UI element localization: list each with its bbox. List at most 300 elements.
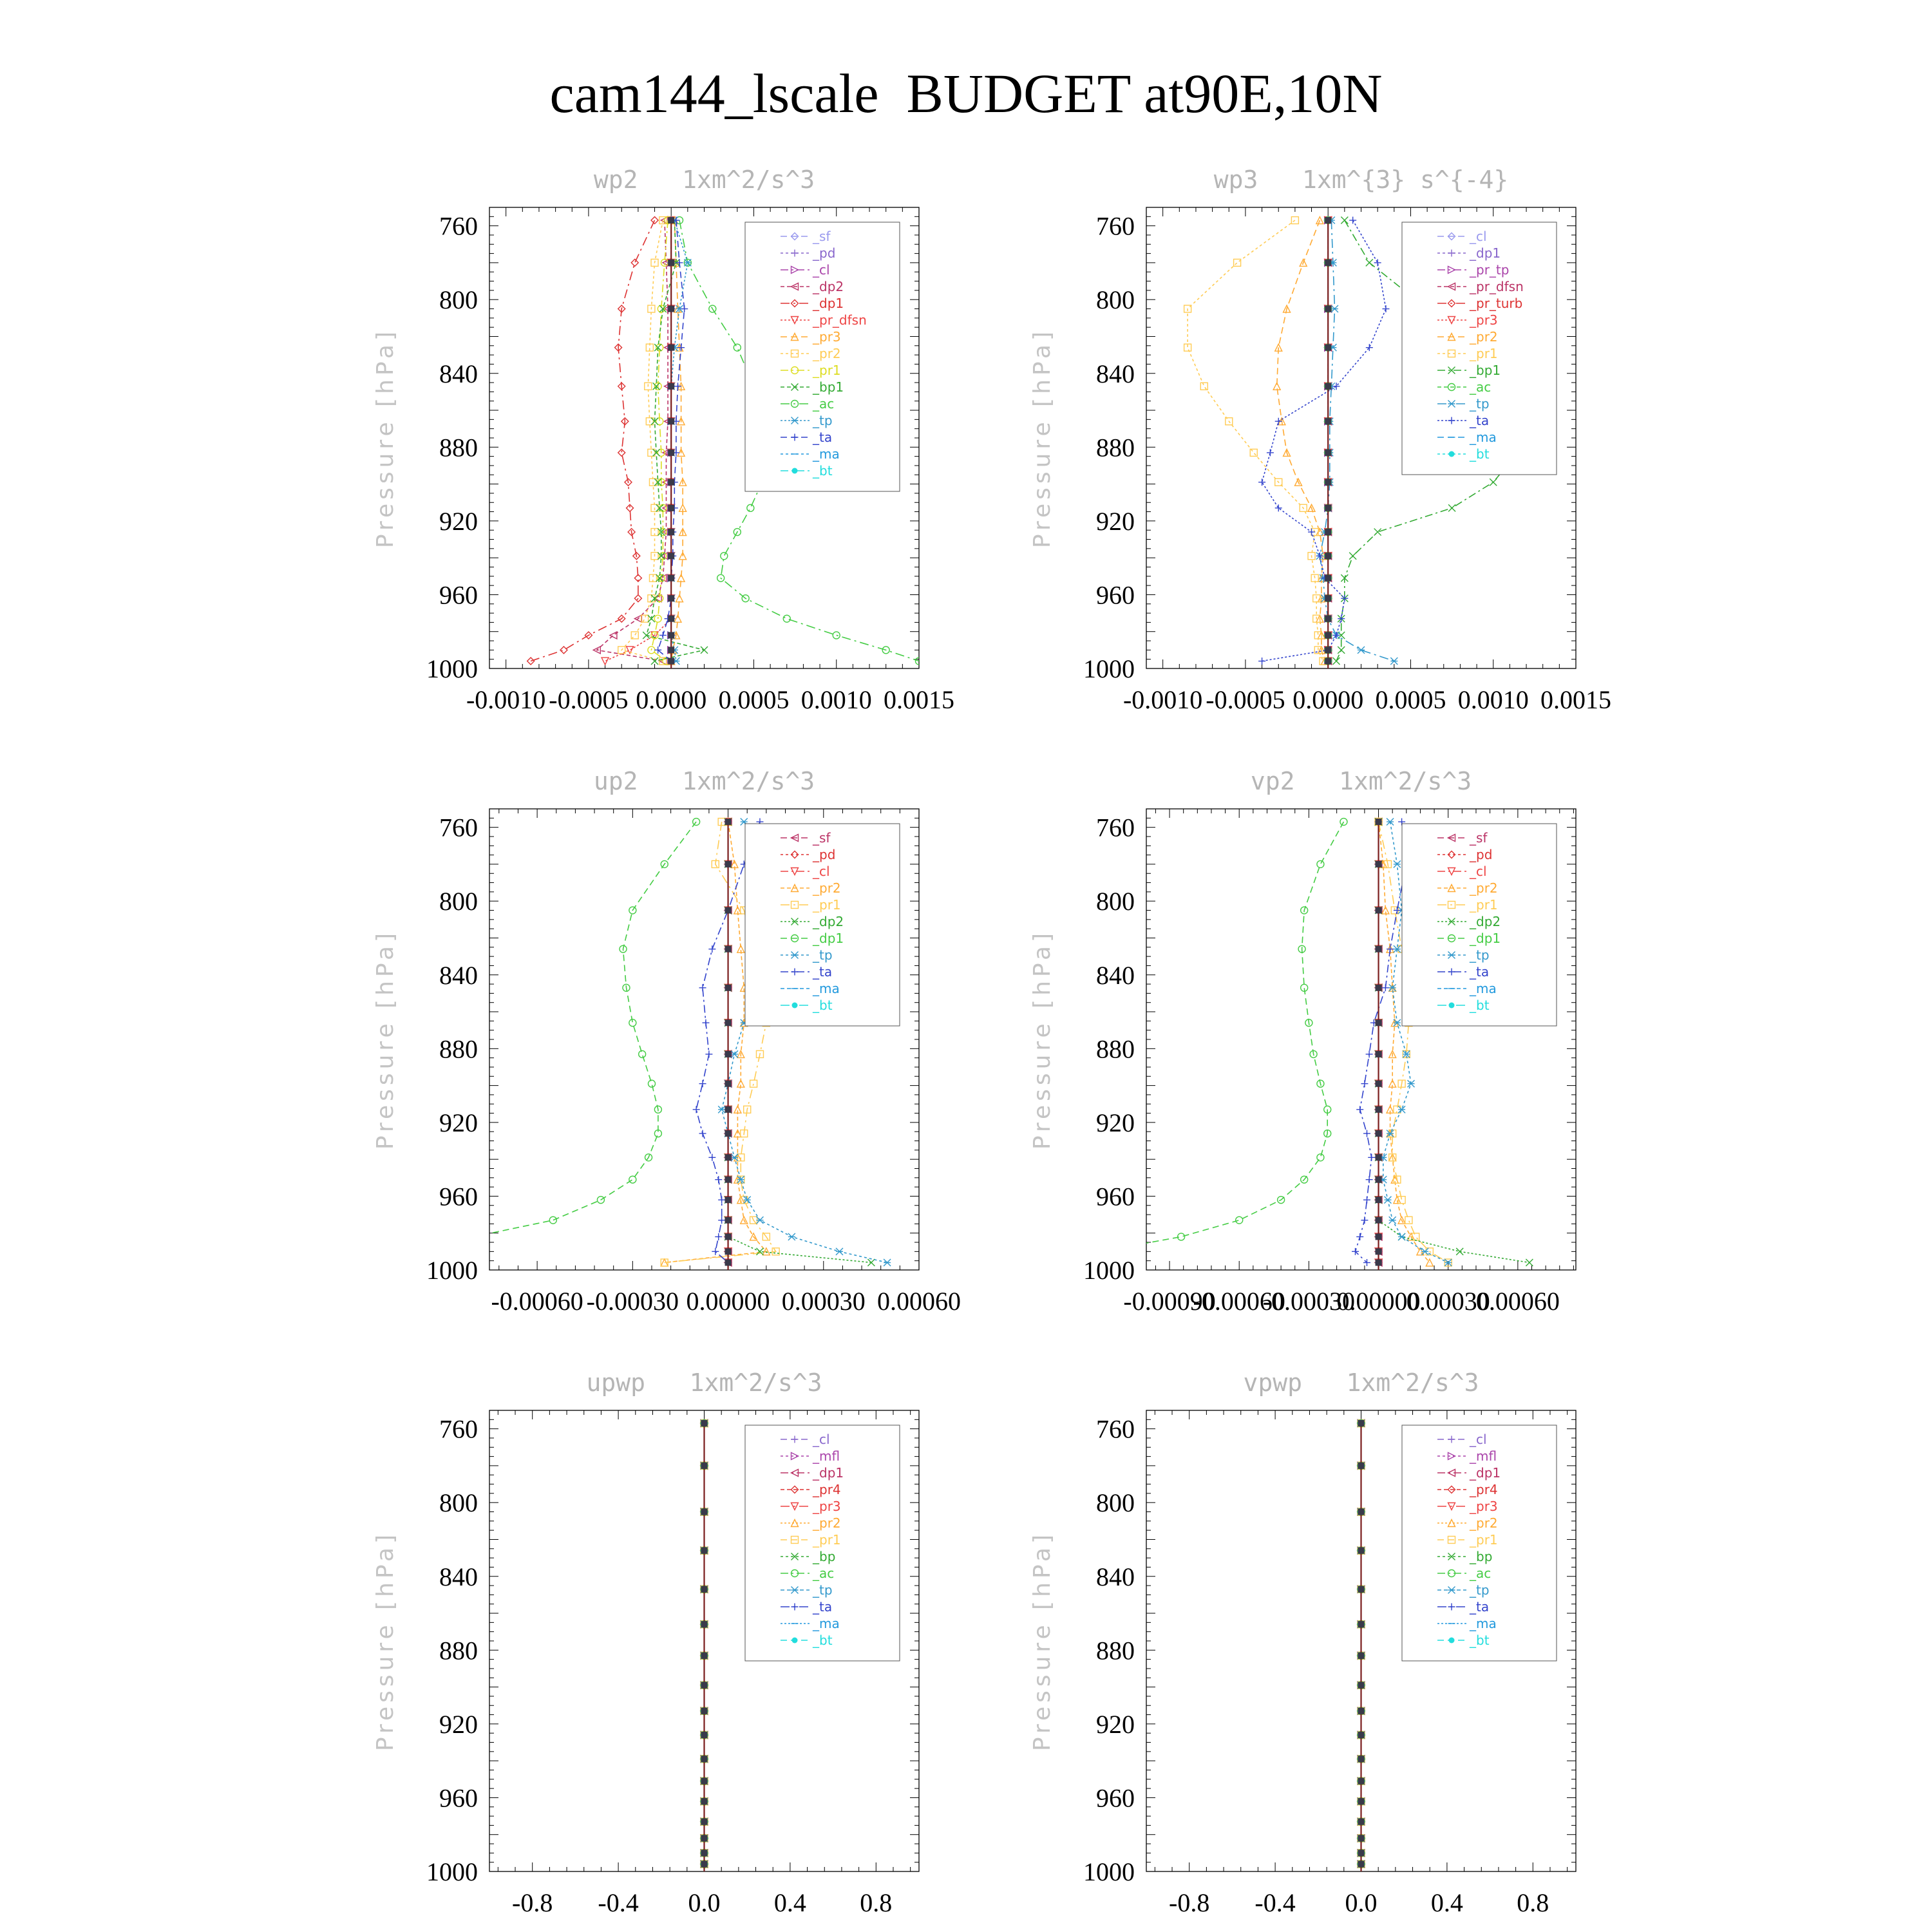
zero-profile-marker <box>668 418 674 424</box>
data-point-11 <box>629 1176 636 1183</box>
legend-label: _bp1 <box>1470 363 1501 378</box>
data-point-5 <box>702 1019 709 1027</box>
zero-profile-marker <box>725 1197 732 1203</box>
data-point-16 <box>1258 658 1265 665</box>
y-axis-label: Pressure [hPa] <box>1029 327 1056 549</box>
zero-profile-marker <box>701 1850 708 1856</box>
y-axis-label: Pressure [hPa] <box>372 327 399 549</box>
zero-profile-marker <box>668 505 674 511</box>
data-point-15 <box>1338 647 1345 654</box>
data-point-15 <box>343 1248 350 1255</box>
series-line <box>1188 220 1323 661</box>
data-point-8 <box>1356 1106 1363 1113</box>
data-point-13 <box>718 1217 725 1224</box>
series-line <box>597 220 668 661</box>
y-tick-label: 840 <box>439 960 478 990</box>
zero-profile-marker <box>725 946 732 952</box>
data-point-16 <box>1333 658 1340 665</box>
y-tick-label: 920 <box>1096 1709 1135 1739</box>
data-point-9 <box>699 1130 706 1137</box>
y-tick-label: 1000 <box>426 1256 478 1285</box>
legend-label: _dp1 <box>813 931 844 946</box>
legend-label: _pr2 <box>1470 1515 1498 1531</box>
x-tick-label: 0.0015 <box>1540 685 1611 714</box>
zero-profile-marker <box>1376 1106 1382 1113</box>
zero-profile-marker <box>1325 647 1331 653</box>
legend-label: _ta <box>1470 1599 1490 1615</box>
y-tick-label: 960 <box>1096 1182 1135 1211</box>
legend-label: _mfl <box>813 1448 840 1464</box>
chart-panel-1 <box>372 166 954 714</box>
legend-label: _pr3 <box>813 1499 841 1514</box>
y-tick-label: 760 <box>439 1414 478 1444</box>
data-point-14 <box>1356 1233 1363 1240</box>
panel-title: up2 1xm^2/s^3 <box>593 767 815 795</box>
y-tick-label: 800 <box>1096 1488 1135 1518</box>
series-line <box>531 220 654 661</box>
zero-profile-marker <box>725 1248 732 1255</box>
zero-profile-marker <box>668 616 674 622</box>
legend-label: _pr2 <box>813 1515 841 1531</box>
y-tick-label: 960 <box>439 1783 478 1813</box>
legend-label: _ac <box>1470 379 1492 395</box>
legend-label: _bt <box>813 998 833 1013</box>
legend-label: _cl <box>813 1432 830 1447</box>
data-point-9 <box>1363 1130 1370 1137</box>
y-tick-label: 760 <box>1096 813 1135 842</box>
legend-label: _pr1 <box>813 363 841 378</box>
data-point-15 <box>1421 1248 1428 1255</box>
legend-label: _ac <box>813 1566 835 1581</box>
legend-label: _pr2 <box>1470 880 1498 896</box>
data-point-16 <box>867 1259 875 1266</box>
data-point-10 <box>1349 553 1356 560</box>
y-tick-label: 800 <box>1096 285 1135 315</box>
zero-profile-marker <box>668 217 674 223</box>
data-point-8 <box>747 504 754 511</box>
x-tick-label: 0.00030 <box>1406 1287 1490 1316</box>
zero-profile-marker <box>1325 418 1331 424</box>
y-tick-label: 880 <box>439 1034 478 1064</box>
data-point-14 <box>643 632 650 639</box>
legend-label: _pd <box>813 847 836 862</box>
zero-profile-marker <box>668 658 674 665</box>
legend-label: _pr_tp <box>1470 262 1510 278</box>
y-tick-label: 800 <box>439 285 478 315</box>
y-tick-label: 800 <box>439 1488 478 1518</box>
panel-title: wp2 1xm^2/s^3 <box>593 166 815 194</box>
data-point-1 <box>1317 860 1324 867</box>
legend-label: _pr_dfsn <box>1470 279 1524 294</box>
y-tick-label: 1000 <box>1083 1857 1135 1886</box>
zero-profile-marker <box>1325 529 1331 535</box>
zero-profile-marker <box>725 1233 732 1240</box>
data-point-1 <box>1394 860 1401 867</box>
legend-label: _dp2 <box>813 279 844 294</box>
zero-profile-marker <box>701 1778 708 1785</box>
data-point-1 <box>1366 259 1373 266</box>
legend-label: _pr1 <box>813 1532 841 1548</box>
data-point-16 <box>957 1259 964 1266</box>
series-bp1 <box>643 217 708 665</box>
zero-profile-marker <box>725 1217 732 1224</box>
x-tick-label: 0.00000 <box>1336 1287 1421 1316</box>
chart-panel-6 <box>1029 1368 1576 1917</box>
data-point-1 <box>1374 259 1381 266</box>
zero-profile-marker <box>1325 553 1331 559</box>
panel-title: upwp 1xm^2/s^3 <box>586 1368 822 1397</box>
zero-profile-marker <box>668 345 674 351</box>
x-tick-label: 0.00000 <box>686 1287 770 1316</box>
zero-profile-marker <box>668 529 674 535</box>
zero-profile-marker <box>725 1019 732 1026</box>
data-point-7 <box>750 1080 757 1087</box>
data-point-6 <box>1366 1050 1373 1057</box>
data-point-15 <box>1096 1248 1103 1255</box>
legend-label: _pr2 <box>813 880 841 896</box>
x-tick-label: 0.0000 <box>636 685 707 714</box>
data-point-14 <box>470 1233 477 1240</box>
data-point-6 <box>618 449 625 456</box>
series-dp1 <box>527 217 658 665</box>
zero-profile-marker <box>725 1130 732 1137</box>
zero-profile-marker <box>725 1260 732 1266</box>
legend-label: _cl <box>813 262 830 278</box>
zero-profile-marker <box>1376 1154 1382 1160</box>
data-point-10 <box>1317 1154 1324 1161</box>
legend-label: _pr4 <box>1470 1482 1498 1497</box>
legend-label: _cl <box>813 864 830 879</box>
x-tick-label: -0.00060 <box>491 1287 583 1316</box>
legend-label: _pr2 <box>1470 329 1498 345</box>
zero-profile-marker <box>668 260 674 266</box>
data-point-7 <box>1258 478 1265 486</box>
zero-profile-marker <box>701 1798 708 1804</box>
series-dp1 <box>957 819 1347 1266</box>
x-tick-label: -0.0010 <box>1122 685 1203 714</box>
data-point-16 <box>601 658 609 665</box>
zero-profile-marker <box>701 1548 708 1554</box>
data-point-8 <box>1398 1106 1405 1113</box>
x-tick-label: 0.0 <box>1345 1888 1378 1917</box>
x-tick-label: -0.4 <box>1255 1888 1296 1917</box>
legend-label: _ma <box>813 981 840 996</box>
data-point-15 <box>560 647 567 654</box>
zero-profile-marker <box>725 1154 732 1160</box>
zero-profile-marker <box>1358 1819 1365 1825</box>
y-tick-label: 1000 <box>426 1857 478 1886</box>
x-tick-label: 0.8 <box>1517 1888 1549 1917</box>
zero-profile-marker <box>701 1682 708 1689</box>
data-point-14 <box>788 1233 795 1240</box>
y-axis-label: Pressure [hPa] <box>1029 1530 1056 1752</box>
data-point-0 <box>792 1638 798 1643</box>
zero-profile-marker <box>1358 1756 1365 1762</box>
data-point-1 <box>631 259 638 266</box>
zero-profile-marker <box>1325 479 1331 486</box>
data-point-9 <box>1308 529 1315 536</box>
legend-label: _bt <box>813 463 833 478</box>
data-point-7 <box>1361 1080 1368 1087</box>
zero-profile-marker <box>701 1653 708 1659</box>
data-point-14 <box>659 632 667 639</box>
zero-profile-marker <box>1325 658 1331 665</box>
y-tick-label: 880 <box>1096 1636 1135 1665</box>
data-point-10 <box>721 553 728 560</box>
legend-label: _cl <box>1470 864 1487 879</box>
zero-profile-marker <box>1376 1217 1382 1224</box>
zero-profile-marker <box>701 1621 708 1627</box>
x-tick-label: -0.0005 <box>1206 685 1285 714</box>
data-point-6 <box>705 1050 712 1057</box>
legend-label: _tp <box>813 413 833 428</box>
zero-profile-marker <box>1376 1130 1382 1137</box>
legend-label: _ac <box>1470 1566 1492 1581</box>
zero-profile-marker <box>1358 1850 1365 1856</box>
legend-label: _pr_dfsn <box>813 312 867 328</box>
y-tick-label: 920 <box>1096 506 1135 536</box>
legend-label: _pr3 <box>1470 1499 1498 1514</box>
data-point-13 <box>783 615 790 622</box>
series-pr_dfsn <box>601 217 675 665</box>
data-point-0 <box>1449 1003 1455 1009</box>
data-point-12 <box>1363 1197 1370 1204</box>
zero-profile-marker <box>1325 616 1331 622</box>
data-point-16 <box>1526 1259 1533 1266</box>
zero-profile-marker <box>725 861 732 867</box>
zero-profile-marker <box>1376 861 1382 867</box>
chart-panel-3 <box>247 767 961 1316</box>
y-tick-label: 920 <box>439 506 478 536</box>
zero-profile-marker <box>1325 632 1331 638</box>
zero-profile-marker <box>668 595 674 601</box>
legend-label: _ma <box>1470 981 1497 996</box>
x-tick-label: -0.00090 <box>1123 1287 1216 1316</box>
y-tick-label: 840 <box>1096 1562 1135 1591</box>
zero-profile-marker <box>1358 1682 1365 1689</box>
legend-label: _bp <box>1470 1549 1493 1564</box>
data-point-6 <box>731 1050 738 1057</box>
data-point-6 <box>1267 449 1274 456</box>
y-tick-label: 960 <box>1096 580 1135 610</box>
data-point-8 <box>627 504 634 511</box>
legend-label: _bp1 <box>813 379 844 395</box>
zero-profile-marker <box>1325 260 1331 266</box>
panel-title: wp3 1xm^{3} s^{-4} <box>1213 166 1509 194</box>
data-point-0 <box>1349 217 1356 224</box>
zero-profile-marker <box>1325 575 1331 582</box>
zero-profile-marker <box>1325 217 1331 223</box>
zero-profile-marker <box>1376 907 1382 914</box>
y-tick-label: 960 <box>439 580 478 610</box>
y-tick-label: 760 <box>1096 211 1135 241</box>
legend-label: _tp <box>813 1582 833 1598</box>
y-tick-label: 920 <box>1096 1108 1135 1137</box>
zero-profile-marker <box>701 1509 708 1515</box>
data-point-0 <box>1449 451 1455 457</box>
legend-label: _ta <box>813 430 833 445</box>
x-tick-label: -0.00030 <box>586 1287 679 1316</box>
zero-profile-marker <box>1358 1463 1365 1469</box>
zero-profile-marker <box>701 1819 708 1825</box>
zero-profile-marker <box>1358 1586 1365 1593</box>
zero-profile-marker <box>1358 1798 1365 1804</box>
data-point-13 <box>1236 1217 1243 1224</box>
zero-profile-marker <box>701 1708 708 1714</box>
data-point-16 <box>247 1259 254 1266</box>
legend-label: _dp1 <box>813 1465 844 1481</box>
legend-label: _ma <box>1470 430 1497 445</box>
y-tick-label: 760 <box>439 813 478 842</box>
legend-label: _bp <box>813 1549 836 1564</box>
legend-label: _sf <box>813 830 831 846</box>
data-point-2 <box>1382 305 1389 312</box>
data-point-6 <box>639 1050 646 1057</box>
y-tick-label: 920 <box>439 1709 478 1739</box>
legend-label: _pr2 <box>813 346 841 361</box>
data-point-13 <box>756 1217 763 1224</box>
legend-label: _dp2 <box>813 914 844 929</box>
legend-label: _mfl <box>1470 1448 1497 1464</box>
zero-profile-marker <box>1358 1548 1365 1554</box>
data-point-8 <box>1448 504 1455 511</box>
zero-profile-marker <box>1376 1019 1382 1026</box>
legend-label: _cl <box>1470 1432 1487 1447</box>
figure-title: cam144_lscale BUDGET at90E,10N <box>549 62 1383 124</box>
zero-profile-marker <box>1376 1197 1382 1203</box>
data-point-13 <box>549 1217 556 1224</box>
y-tick-label: 760 <box>439 211 478 241</box>
zero-profile-marker <box>1376 1081 1382 1087</box>
x-tick-label: -0.00060 <box>1193 1287 1285 1316</box>
y-tick-label: 1000 <box>1083 654 1135 683</box>
legend-label: _pd <box>813 245 836 261</box>
legend-label: _pr1 <box>1470 897 1498 913</box>
x-tick-label: 0.4 <box>773 1888 806 1917</box>
zero-profile-marker <box>725 819 732 825</box>
x-tick-label: -0.0005 <box>549 685 629 714</box>
zero-profile-marker <box>701 1732 708 1738</box>
plot-area <box>701 1420 708 1871</box>
zero-profile-marker <box>1376 946 1382 952</box>
zero-profile-marker <box>725 1106 732 1113</box>
legend-label: _ta <box>1470 964 1490 980</box>
legend-label: _pr_turb <box>1470 296 1523 311</box>
legend-label: _dp1 <box>1470 931 1501 946</box>
data-point-4 <box>699 984 706 991</box>
x-tick-label: -0.4 <box>598 1888 639 1917</box>
zero-profile-marker <box>725 1051 732 1057</box>
legend-label: _tp <box>1470 1582 1490 1598</box>
data-point-8 <box>693 1106 700 1113</box>
x-tick-label: 0.4 <box>1430 1888 1463 1917</box>
data-point-7 <box>1490 478 1497 486</box>
zero-profile-marker <box>1376 1177 1382 1183</box>
zero-profile-marker <box>1325 595 1331 601</box>
y-tick-label: 1000 <box>426 654 478 683</box>
data-point-0 <box>1449 1638 1455 1643</box>
x-tick-label: -0.8 <box>512 1888 553 1917</box>
x-tick-label: 0.0000 <box>1293 685 1364 714</box>
x-tick-label: 0.00030 <box>781 1287 866 1316</box>
y-axis-label: Pressure [hPa] <box>372 929 399 1150</box>
plot-area <box>1358 1420 1365 1871</box>
legend-label: _cl <box>1470 229 1487 244</box>
data-point-12 <box>1384 1197 1391 1204</box>
data-point-8 <box>1275 504 1282 511</box>
y-tick-label: 800 <box>439 887 478 916</box>
zero-profile-marker <box>1325 306 1331 312</box>
zero-profile-marker <box>1358 1708 1365 1714</box>
y-tick-label: 840 <box>1096 359 1135 388</box>
data-point-7 <box>699 1080 706 1087</box>
x-tick-label: 0.0010 <box>1457 685 1529 714</box>
zero-profile-marker <box>1358 1509 1365 1515</box>
legend-label: _ta <box>813 1599 833 1615</box>
x-tick-label: 0.0005 <box>718 685 790 714</box>
x-tick-label: 0.8 <box>860 1888 893 1917</box>
legend-label: _bt <box>813 1633 833 1648</box>
data-point-10 <box>708 1154 715 1161</box>
zero-profile-marker <box>668 575 674 582</box>
zero-profile-marker <box>1325 505 1331 511</box>
data-point-12 <box>718 1197 725 1204</box>
legend-label: _dp1 <box>813 296 844 311</box>
zero-profile-marker <box>701 1420 708 1426</box>
legend-label: _pr1 <box>1470 346 1498 361</box>
y-axis-label: Pressure [hPa] <box>1029 929 1056 1150</box>
zero-profile-marker <box>1358 1835 1365 1841</box>
data-point-7 <box>648 1080 655 1087</box>
legend-label: _ac <box>813 396 835 412</box>
legend-label: _bt <box>1470 1633 1490 1648</box>
data-point-2 <box>1331 305 1338 312</box>
zero-profile-marker <box>1358 1778 1365 1785</box>
zero-profile-marker <box>668 553 674 559</box>
zero-profile-marker <box>1358 1732 1365 1738</box>
data-point-4 <box>1382 984 1389 991</box>
x-tick-label: -0.00030 <box>1262 1287 1356 1316</box>
legend-label: _pr3 <box>813 329 841 345</box>
legend-label: _ma <box>813 1616 840 1631</box>
zero-profile-marker <box>1376 985 1382 991</box>
data-point-13 <box>641 615 649 622</box>
y-tick-label: 840 <box>439 359 478 388</box>
y-tick-label: 880 <box>439 1636 478 1665</box>
data-point-11 <box>715 1176 722 1183</box>
y-tick-label: 960 <box>1096 1783 1135 1813</box>
legend-label: _bt <box>1470 446 1490 462</box>
y-tick-label: 960 <box>439 1182 478 1211</box>
data-point-4 <box>1200 383 1208 390</box>
y-tick-label: 760 <box>1096 1414 1135 1444</box>
zero-profile-marker <box>1325 383 1331 390</box>
zero-profile-marker <box>668 383 674 390</box>
x-tick-label: 0.0005 <box>1375 685 1446 714</box>
x-tick-label: 0.0015 <box>884 685 954 714</box>
x-tick-label: -0.8 <box>1169 1888 1210 1917</box>
data-point-0 <box>792 468 798 474</box>
zero-profile-marker <box>725 907 732 914</box>
zero-profile-marker <box>1358 1621 1365 1627</box>
series-line <box>1262 220 1386 661</box>
y-tick-label: 1000 <box>1083 1256 1135 1285</box>
legend-label: _ma <box>1470 1616 1497 1631</box>
y-tick-label: 880 <box>1096 1034 1135 1064</box>
legend-label: _pr1 <box>1470 1532 1498 1548</box>
zero-profile-marker <box>1376 819 1382 825</box>
y-axis-label: Pressure [hPa] <box>372 1530 399 1752</box>
